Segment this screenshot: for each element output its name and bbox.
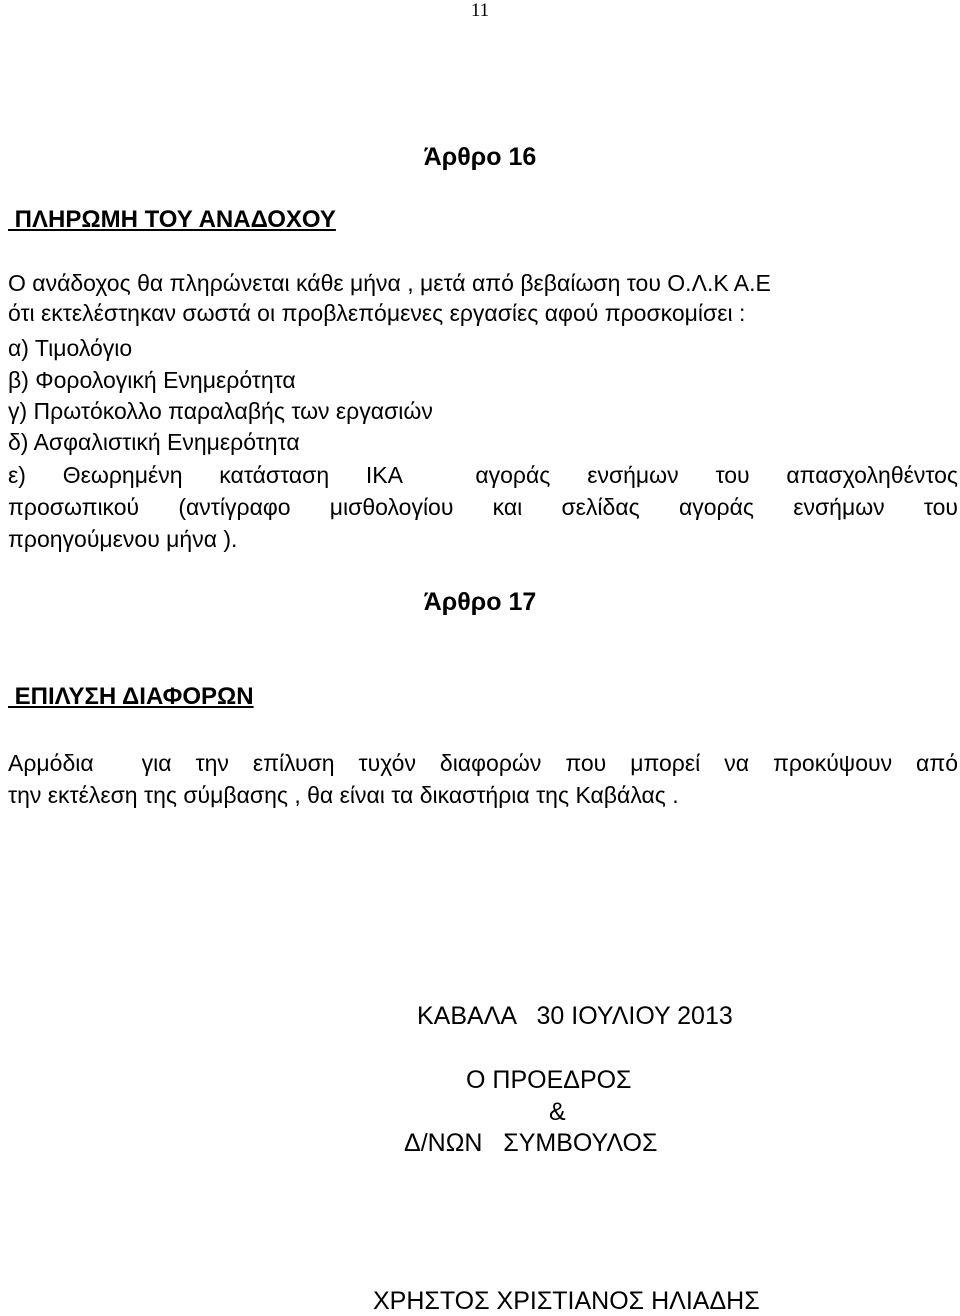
text-line: προηγούμενου μήνα ). bbox=[8, 526, 238, 552]
list-item: δ) Ασφαλιστική Ενημερότητα bbox=[8, 429, 300, 455]
list-item: ε) Θεωρημένη κατάσταση ΙΚΑ αγοράς ενσήμων του απασχοληθέντος bbox=[8, 462, 958, 488]
place-date: ΚΑΒΑΛΑ 30 ΙΟΥΛΙΟΥ 2013 bbox=[417, 1002, 733, 1030]
article-17-title: Άρθρο 17 bbox=[423, 588, 537, 616]
list-item: γ) Πρωτόκολλο παραλαβής των εργασιών bbox=[8, 398, 433, 424]
text-line: Αρμόδια για την επίλυση τυχόν διαφορών που μπορεί να προκύψουν από bbox=[8, 750, 958, 776]
signatory-name: ΧΡΗΣΤΟΣ ΧΡΙΣΤΙΑΝΟΣ ΗΛΙΑΔΗΣ bbox=[373, 1287, 760, 1315]
signatory-role-2: Δ/ΝΩΝ ΣΥΜΒΟΥΛΟΣ bbox=[404, 1129, 658, 1157]
ampersand: & bbox=[549, 1098, 566, 1126]
signatory-role: Ο ΠΡΟΕΔΡΟΣ bbox=[466, 1066, 632, 1094]
text-line: ότι εκτελέστηκαν σωστά οι προβλεπόμενες εργασίες αφού προσκομίσει : bbox=[8, 300, 746, 326]
list-item: α) Τιμολόγιο bbox=[8, 335, 133, 361]
article-17-heading: ΕΠΙΛΥΣΗ ΔΙΑΦΟΡΩΝ bbox=[8, 683, 254, 710]
text-line: Ο ανάδοχος θα πληρώνεται κάθε μήνα , μετά από βεβαίωση του Ο.Λ.Κ Α.Ε bbox=[8, 270, 771, 296]
list-item: β) Φορολογική Ενημερότητα bbox=[8, 367, 296, 393]
article-16-heading: ΠΛΗΡΩΜΗ ΤΟΥ ΑΝΑΔΟΧΟΥ bbox=[8, 206, 336, 233]
text-line: την εκτέλεση της σύμβασης , θα είναι τα δικαστήρια της Καβάλας . bbox=[8, 782, 679, 808]
article-16-title: Άρθρο 16 bbox=[423, 143, 537, 171]
page-number: 11 bbox=[470, 0, 490, 21]
text-line: προσωπικού (αντίγραφο μισθολογίου και σελίδας αγοράς ενσήμων του bbox=[8, 494, 958, 520]
